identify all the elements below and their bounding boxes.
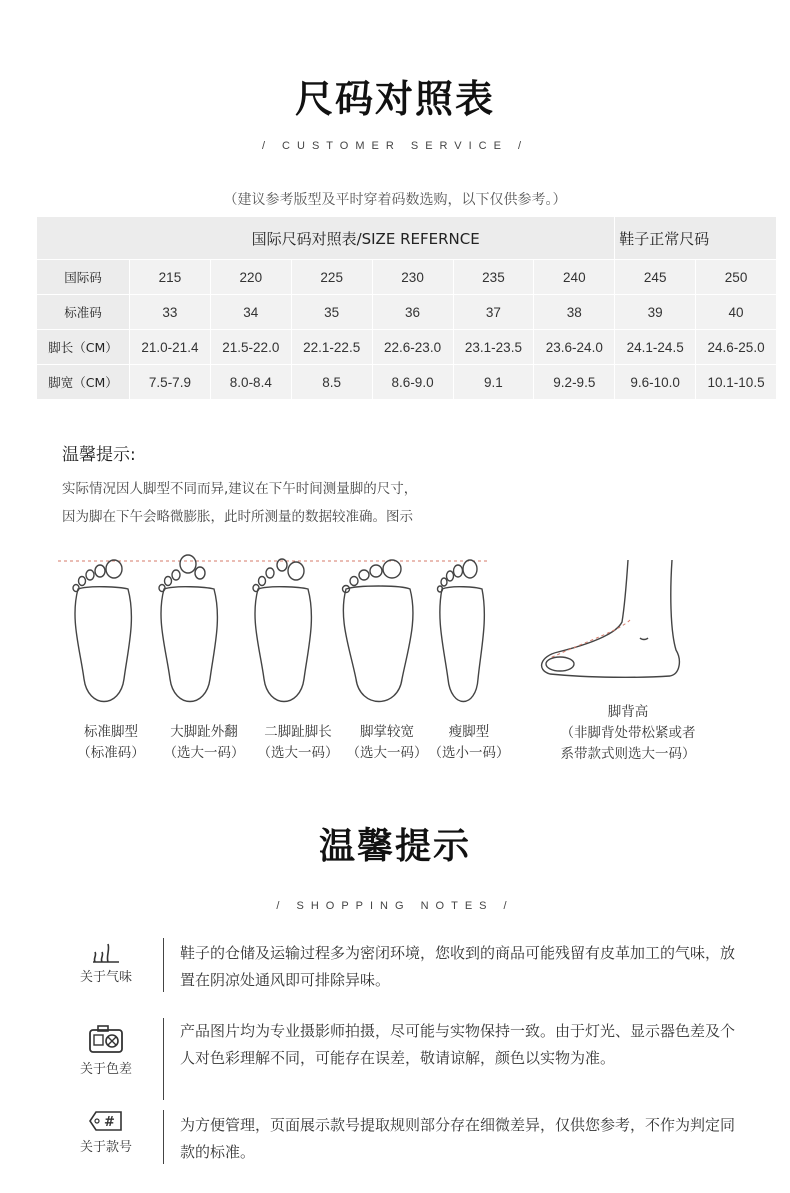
foot-type-name: 脚掌较宽 (360, 724, 414, 740)
table-cell: 35 (291, 295, 372, 330)
high-instep-foot-icon (530, 560, 710, 690)
table-cell: 38 (534, 295, 615, 330)
table-cell: 9.2-9.5 (534, 365, 615, 400)
note-style-number (66, 1110, 746, 1170)
smell-icon (91, 940, 121, 964)
table-cell: 23.1-23.5 (453, 330, 534, 365)
size-table-heading-row (37, 217, 777, 260)
foot-type-advice: （选大一码） (346, 745, 428, 761)
row-label: 标准码 (37, 295, 130, 330)
table-cell: 39 (615, 295, 696, 330)
divider (163, 938, 164, 992)
table-cell: 24.6-25.0 (696, 330, 777, 365)
table-cell: 21.5-22.0 (210, 330, 291, 365)
tips-line-2: 因为脚在下午会略微膨胀，此时所测量的数据较准确。图示 (62, 509, 413, 525)
size-table-heading: 国际尺码对照表/SIZE REFERNCE (37, 217, 615, 260)
table-row (37, 330, 777, 365)
page-subtitle: / CUSTOMER SERVICE / (261, 140, 529, 152)
note-smell (66, 938, 746, 998)
note-label: 关于款号 (79, 1140, 132, 1155)
page-title: 尺码对照表 (294, 77, 495, 121)
foot-type-name: 二脚趾脚长 (264, 724, 332, 740)
table-cell: 37 (453, 295, 534, 330)
table-cell: 250 (696, 260, 777, 295)
table-cell: 215 (130, 260, 211, 295)
foot-type-long-second-toe (252, 718, 344, 764)
row-label: 脚长（CM） (37, 330, 130, 365)
table-cell: 22.6-23.0 (372, 330, 453, 365)
note-icon-wrap (66, 938, 146, 985)
foot-type-advice-2: 系带款式则选大一码） (560, 746, 696, 762)
table-cell: 40 (696, 295, 777, 330)
table-cell: 21.0-21.4 (130, 330, 211, 365)
table-cell: 8.5 (291, 365, 372, 400)
table-cell: 36 (372, 295, 453, 330)
divider (163, 1110, 164, 1164)
standard-foot-icon (73, 560, 131, 702)
foot-type-slim (424, 718, 514, 764)
tips-title: 温馨提示: (62, 445, 136, 465)
foot-type-advice: （选小一码） (428, 745, 510, 761)
table-cell: 23.6-24.0 (534, 330, 615, 365)
wide-foot-icon (343, 560, 413, 702)
note-color (66, 1018, 746, 1098)
note-text: 为方便管理，页面展示款号提取规则部分存在细微差异，仅供您参考，不作为判定同款的标准。 (180, 1116, 736, 1161)
table-row (37, 295, 777, 330)
table-row (37, 260, 777, 295)
row-label: 国际码 (37, 260, 130, 295)
note-text: 产品图片均为专业摄影师拍摄，尽可能与实物保持一致。由于灯光、显示器色差及个人对色彩理解不同，可能存在误差，敬请谅解，颜色以实物为准。 (180, 1022, 736, 1067)
size-table-heading-right: 鞋子正常尺码 (615, 217, 777, 260)
foot-type-advice: （标准码） (77, 745, 145, 761)
table-cell: 235 (453, 260, 534, 295)
foot-type-advice-1: （非脚背处带松紧或者 (560, 725, 696, 741)
notes-subtitle: / SHOPPING NOTES / (276, 900, 514, 912)
foot-type-name: 标准脚型 (84, 724, 138, 740)
table-cell: 7.5-7.9 (130, 365, 211, 400)
note-label: 关于气味 (79, 970, 132, 985)
table-cell: 245 (615, 260, 696, 295)
long-second-toe-foot-icon (253, 559, 311, 702)
table-cell: 220 (210, 260, 291, 295)
note-icon-wrap (66, 1110, 146, 1155)
slim-foot-icon (438, 560, 485, 702)
table-cell: 10.1-10.5 (696, 365, 777, 400)
foot-type-name: 瘦脚型 (448, 724, 490, 740)
notes-title: 温馨提示 (318, 826, 471, 867)
size-chart-table (36, 216, 777, 400)
table-cell: 240 (534, 260, 615, 295)
table-cell: 34 (210, 295, 291, 330)
table-cell: 24.1-24.5 (615, 330, 696, 365)
table-cell: 22.1-22.5 (291, 330, 372, 365)
tag-icon-text: # (104, 1115, 115, 1130)
foot-type-standard (70, 718, 152, 764)
table-cell: 33 (130, 295, 211, 330)
row-label: 脚宽（CM） (37, 365, 130, 400)
table-row (37, 365, 777, 400)
foot-type-wide (342, 718, 432, 764)
table-cell: 8.6-9.0 (372, 365, 453, 400)
table-cell: 225 (291, 260, 372, 295)
foot-type-name: 脚背高 (607, 704, 649, 720)
tips-line-1: 实际情况因人脚型不同而异,建议在下午时间测量脚的尺寸， (62, 481, 418, 497)
foot-type-name: 大脚趾外翻 (170, 724, 238, 740)
camera-icon (88, 1024, 124, 1054)
table-cell: 230 (372, 260, 453, 295)
size-note: （建议参考版型及平时穿着码数选购，以下仅供参考。） (223, 192, 567, 208)
foot-type-advice: （选大一码） (257, 745, 339, 761)
foot-type-bunion (156, 718, 252, 764)
foot-type-high-instep (540, 698, 716, 765)
table-cell: 9.6-10.0 (615, 365, 696, 400)
note-label: 关于色差 (79, 1062, 132, 1077)
foot-types-illustration (40, 545, 510, 715)
note-icon-wrap (66, 1024, 146, 1077)
table-cell: 8.0-8.4 (210, 365, 291, 400)
table-cell: 9.1 (453, 365, 534, 400)
note-text: 鞋子的仓储及运输过程多为密闭环境，您收到的商品可能残留有皮革加工的气味，放置在阴凉处通风即可排除异味。 (180, 944, 736, 989)
foot-type-advice: （选大一码） (163, 745, 245, 761)
divider (163, 1018, 164, 1100)
bunion-foot-icon (159, 555, 217, 702)
tag-icon (88, 1110, 124, 1132)
